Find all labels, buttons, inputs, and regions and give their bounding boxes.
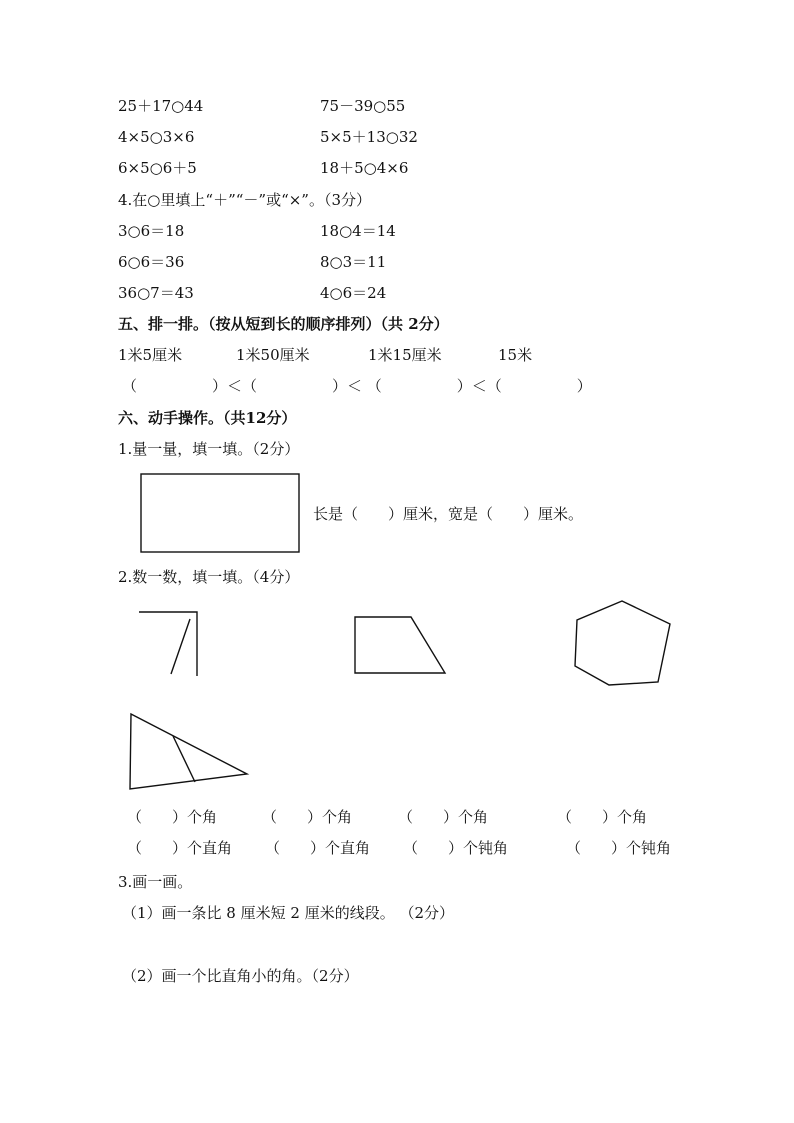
order-blanks: （ ）＜（ ）＜ （ ）＜（ ） <box>122 377 592 395</box>
angle-figure <box>138 610 200 678</box>
q3-title: 3.画一画。 <box>118 873 193 891</box>
angle-count-blank: （ ）个角 <box>557 808 648 826</box>
compare-item: 75－39○55 <box>320 97 406 115</box>
q4-item: 6○6＝36 <box>118 253 185 271</box>
compare-item: 6×5○6＋5 <box>118 159 197 177</box>
length-item: 15米 <box>498 346 533 364</box>
q4-title: 4.在○里填上“＋”“－”或“×”。（3分） <box>118 191 372 209</box>
length-item: 1米5厘米 <box>118 346 183 364</box>
q4-item: 3○6＝18 <box>118 222 185 240</box>
measure-rectangle <box>140 473 300 553</box>
q4-item: 8○3＝11 <box>320 253 387 271</box>
q4-item: 18○4＝14 <box>320 222 396 240</box>
angle-count-blank: （ ）个角 <box>127 808 218 826</box>
angle-count-blank: （ ）个角 <box>262 808 353 826</box>
compare-item: 25＋17○44 <box>118 97 204 115</box>
q4-item: 4○6＝24 <box>320 284 387 302</box>
hexagon-figure <box>572 598 674 688</box>
length-item: 1米15厘米 <box>368 346 442 364</box>
compare-item: 5×5＋13○32 <box>320 128 418 146</box>
length-item: 1米50厘米 <box>236 346 310 364</box>
q4-item: 36○7＝43 <box>118 284 194 302</box>
q1-title: 1.量一量，填一填。（2分） <box>118 440 300 458</box>
compare-item: 18＋5○4×6 <box>320 159 409 177</box>
angle-type-blank: （ ）个直角 <box>127 839 233 857</box>
q1-answer: 长是（ ）厘米，宽是（ ）厘米。 <box>313 505 584 523</box>
angle-count-blank: （ ）个角 <box>398 808 489 826</box>
q3-part2: （2）画一个比直角小的角。（2分） <box>122 967 359 985</box>
q2-title: 2.数一数，填一填。（4分） <box>118 568 300 586</box>
compare-item: 4×5○3×6 <box>118 128 195 146</box>
q3-part1: （1）画一条比 8 厘米短 2 厘米的线段。 （2分） <box>122 904 455 922</box>
trapezoid-figure <box>353 615 448 675</box>
triangle-figure <box>127 712 251 792</box>
angle-type-blank: （ ）个钝角 <box>566 839 672 857</box>
angle-type-blank: （ ）个钝角 <box>403 839 509 857</box>
angle-type-blank: （ ）个直角 <box>265 839 371 857</box>
section6-heading: 六、动手操作。（共12分） <box>118 409 297 427</box>
section5-heading: 五、排一排。（按从短到长的顺序排列）（共 2分） <box>118 315 449 333</box>
